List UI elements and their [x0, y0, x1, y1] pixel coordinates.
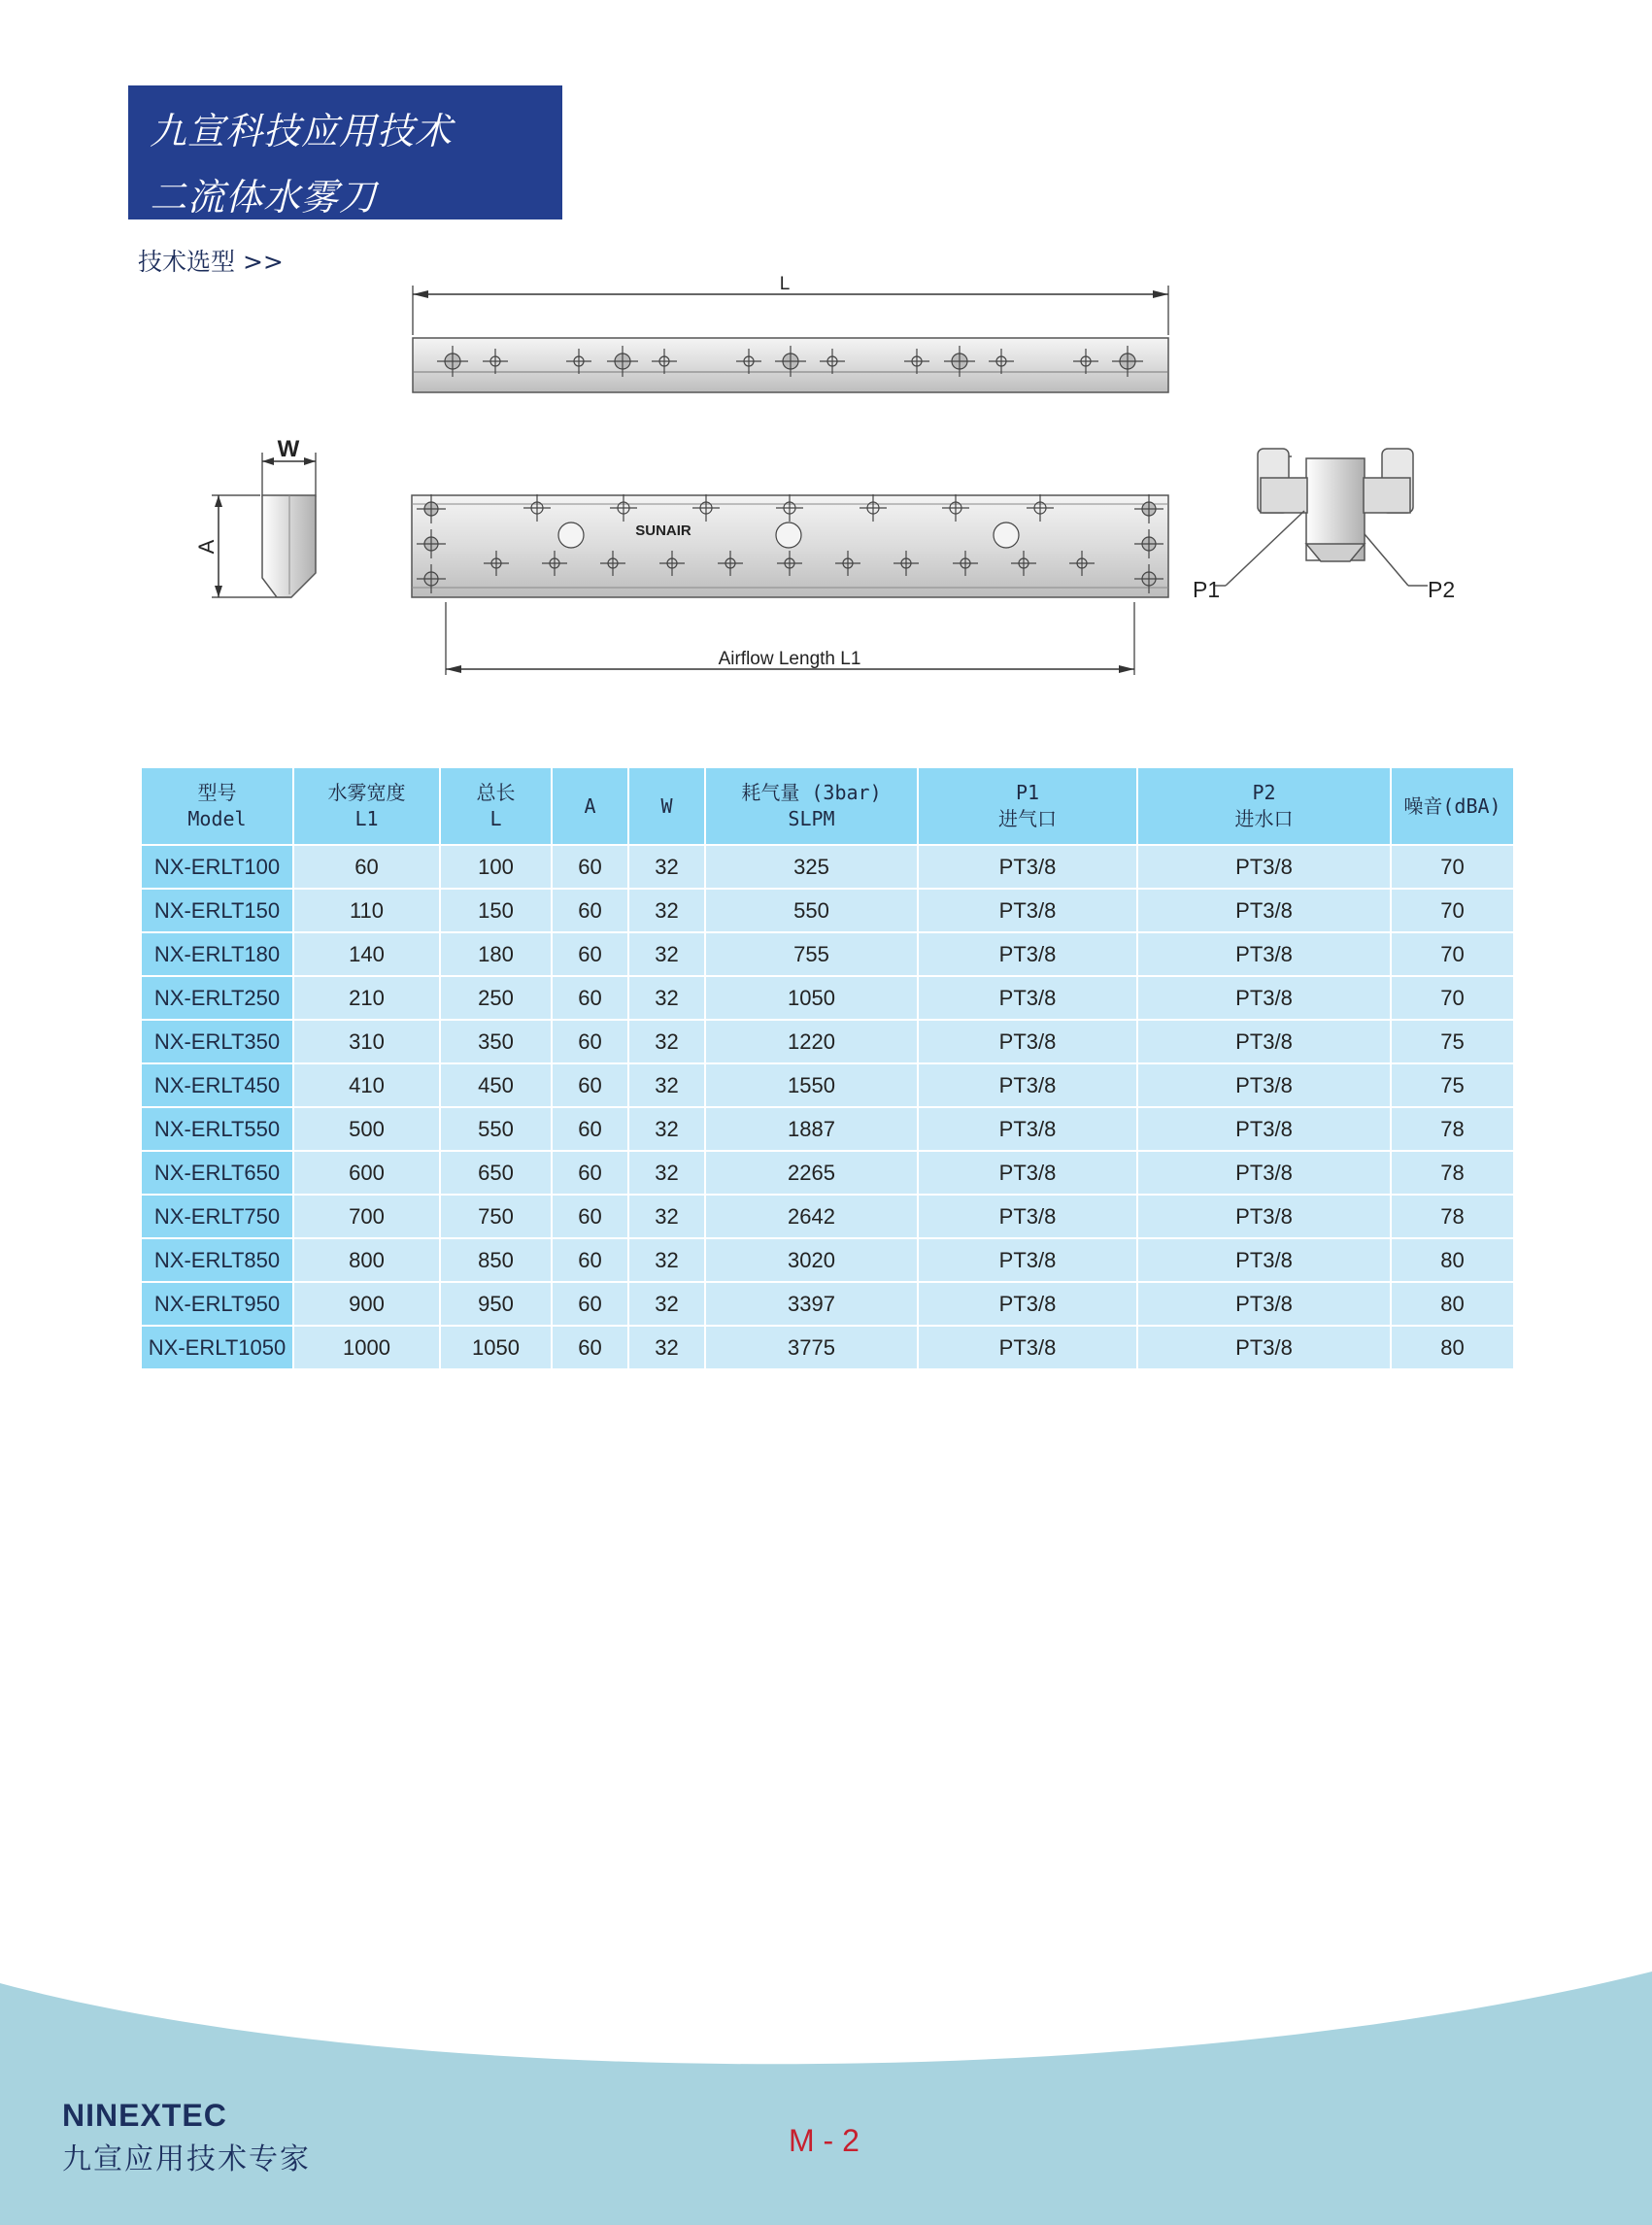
table-cell: 60 [552, 845, 628, 889]
table-row [141, 1238, 1514, 1282]
table-header-cell [552, 767, 628, 845]
table-header-cell [1391, 767, 1514, 845]
header-line-2: 进气口 [998, 807, 1057, 830]
side-view [194, 436, 316, 597]
table-cell: 75 [1391, 1020, 1514, 1063]
table-header-cell [440, 767, 552, 845]
header-line-1: 型号 [197, 781, 237, 804]
model-cell: NX-ERLT750 [141, 1195, 293, 1238]
port-hole [558, 523, 584, 548]
table-cell: 60 [552, 932, 628, 976]
model-cell: NX-ERLT250 [141, 976, 293, 1020]
table-cell: 1550 [705, 1063, 918, 1107]
spec-table-container [140, 766, 1515, 1370]
table-cell: 500 [293, 1107, 440, 1151]
label-airflow: Airflow Length L1 [718, 649, 861, 669]
table-cell: PT3/8 [1137, 889, 1391, 932]
table-cell: 75 [1391, 1063, 1514, 1107]
header-line-1: 噪音(dBA) [1403, 793, 1501, 818]
table-header-cell [141, 767, 293, 845]
table-cell: 1000 [293, 1326, 440, 1369]
header-line-1: W [660, 793, 673, 818]
table-cell: 32 [628, 932, 705, 976]
table-cell: 32 [628, 845, 705, 889]
port-hole [994, 523, 1019, 548]
table-cell: 60 [552, 1238, 628, 1282]
model-cell: NX-ERLT850 [141, 1238, 293, 1282]
table-cell: 140 [293, 932, 440, 976]
table-cell: 32 [628, 1107, 705, 1151]
table-cell: 60 [552, 889, 628, 932]
label-p1: P1 [1193, 577, 1221, 602]
table-cell: 410 [293, 1063, 440, 1107]
table-header-cell [293, 767, 440, 845]
table-cell: PT3/8 [1137, 1151, 1391, 1195]
table-row [141, 889, 1514, 932]
technical-drawing [0, 0, 1652, 699]
table-cell: 60 [552, 1151, 628, 1195]
table-cell: PT3/8 [1137, 932, 1391, 976]
table-cell: 600 [293, 1151, 440, 1195]
table-cell: PT3/8 [918, 845, 1137, 889]
front-view [412, 494, 1168, 597]
table-header-cell [705, 767, 918, 845]
table-cell: 310 [293, 1020, 440, 1063]
table-cell: 80 [1391, 1238, 1514, 1282]
table-cell: 3020 [705, 1238, 918, 1282]
table-cell: 32 [628, 1063, 705, 1107]
table-cell: PT3/8 [1137, 845, 1391, 889]
label-L: L [779, 274, 791, 294]
table-cell: 32 [628, 1326, 705, 1369]
table-cell: PT3/8 [1137, 1195, 1391, 1238]
table-header-cell [628, 767, 705, 845]
table-header-cell [1137, 767, 1391, 845]
table-cell: PT3/8 [1137, 976, 1391, 1020]
table-cell: PT3/8 [918, 932, 1137, 976]
table-row [141, 1063, 1514, 1107]
table-cell: 750 [440, 1195, 552, 1238]
label-p2: P2 [1428, 577, 1456, 602]
header-line-1: P2 [1252, 781, 1276, 804]
header-line-1: P1 [1015, 781, 1040, 804]
header-line-2: L1 [354, 807, 379, 830]
table-cell: 180 [440, 932, 552, 976]
table-cell: 60 [552, 976, 628, 1020]
table-cell: 3775 [705, 1326, 918, 1369]
table-cell: 950 [440, 1282, 552, 1326]
header-line-2: 进水口 [1234, 807, 1294, 830]
table-cell: 80 [1391, 1282, 1514, 1326]
spec-table [140, 766, 1515, 1370]
table-cell: 60 [552, 1282, 628, 1326]
label-A: A [194, 539, 219, 555]
footer-brand: NINEXTEC [62, 2098, 227, 2133]
title-line-2: 二流体水雾刀 [150, 176, 378, 219]
footer-brand-subtitle: 九宣应用技术专家 [62, 2142, 311, 2176]
table-cell: 800 [293, 1238, 440, 1282]
table-cell: 60 [552, 1063, 628, 1107]
table-row [141, 1195, 1514, 1238]
table-cell: 1887 [705, 1107, 918, 1151]
table-cell: 60 [293, 845, 440, 889]
table-row [141, 932, 1514, 976]
table-cell: 32 [628, 889, 705, 932]
table-cell: 450 [440, 1063, 552, 1107]
table-cell: PT3/8 [918, 1282, 1137, 1326]
model-cell: NX-ERLT180 [141, 932, 293, 976]
table-cell: 1220 [705, 1020, 918, 1063]
port-hole [776, 523, 801, 548]
brand-mark: SUNAIR [635, 523, 691, 539]
table-cell: 78 [1391, 1151, 1514, 1195]
table-cell: 70 [1391, 976, 1514, 1020]
table-cell: 650 [440, 1151, 552, 1195]
model-cell: NX-ERLT1050 [141, 1326, 293, 1369]
table-cell: 32 [628, 1151, 705, 1195]
table-cell: 850 [440, 1238, 552, 1282]
table-cell: PT3/8 [918, 1107, 1137, 1151]
table-cell: 60 [552, 1195, 628, 1238]
table-cell: 1050 [705, 976, 918, 1020]
table-cell: 350 [440, 1020, 552, 1063]
table-cell: 70 [1391, 889, 1514, 932]
table-cell: 755 [705, 932, 918, 976]
table-cell: 78 [1391, 1107, 1514, 1151]
section-label: 技术选型 >> [138, 248, 284, 276]
table-cell: PT3/8 [1137, 1238, 1391, 1282]
table-cell: 78 [1391, 1195, 1514, 1238]
table-cell: 3397 [705, 1282, 918, 1326]
table-row [141, 1326, 1514, 1369]
table-cell: 100 [440, 845, 552, 889]
table-cell: 150 [440, 889, 552, 932]
header-line-2: SLPM [788, 807, 835, 830]
table-cell: 900 [293, 1282, 440, 1326]
table-cell: 550 [440, 1107, 552, 1151]
header-line-2: L [489, 807, 502, 830]
table-cell: PT3/8 [918, 1151, 1137, 1195]
dimension-airflow [446, 602, 1134, 675]
table-cell: 700 [293, 1195, 440, 1238]
table-cell: 70 [1391, 845, 1514, 889]
header-line-1: A [584, 793, 596, 818]
page-number: M - 2 [789, 2123, 860, 2158]
dimension-L [413, 274, 1168, 335]
model-cell: NX-ERLT450 [141, 1063, 293, 1107]
table-header [141, 767, 1514, 845]
model-cell: NX-ERLT150 [141, 889, 293, 932]
table-cell: 250 [440, 976, 552, 1020]
table-cell: PT3/8 [1137, 1326, 1391, 1369]
model-cell: NX-ERLT100 [141, 845, 293, 889]
table-cell: 60 [552, 1326, 628, 1369]
top-view [413, 338, 1168, 392]
table-header-row [141, 767, 1514, 845]
table-cell: 2642 [705, 1195, 918, 1238]
table-cell: 32 [628, 1195, 705, 1238]
header-line-1: 耗气量 (3bar) [741, 781, 882, 804]
model-cell: NX-ERLT950 [141, 1282, 293, 1326]
table-cell: 110 [293, 889, 440, 932]
table-cell: 32 [628, 1020, 705, 1063]
table-body [141, 845, 1514, 1369]
table-header-cell [918, 767, 1137, 845]
table-row [141, 845, 1514, 889]
table-row [141, 1282, 1514, 1326]
table-cell: PT3/8 [1137, 1282, 1391, 1326]
table-cell: 60 [552, 1020, 628, 1063]
table-cell: PT3/8 [918, 1326, 1137, 1369]
table-cell: PT3/8 [918, 976, 1137, 1020]
table-row [141, 976, 1514, 1020]
table-row [141, 1020, 1514, 1063]
header-line-1: 总长 [476, 781, 516, 804]
table-cell: 80 [1391, 1326, 1514, 1369]
table-cell: PT3/8 [1137, 1063, 1391, 1107]
table-cell: PT3/8 [918, 1020, 1137, 1063]
table-cell: PT3/8 [918, 1195, 1137, 1238]
table-cell: PT3/8 [1137, 1020, 1391, 1063]
model-cell: NX-ERLT350 [141, 1020, 293, 1063]
model-cell: NX-ERLT650 [141, 1151, 293, 1195]
table-cell: PT3/8 [918, 1238, 1137, 1282]
table-cell: 550 [705, 889, 918, 932]
footer-wave [0, 1972, 1652, 2225]
table-cell: 32 [628, 1238, 705, 1282]
table-cell: 32 [628, 976, 705, 1020]
header-line-1: 水雾宽度 [327, 781, 406, 804]
table-cell: PT3/8 [1137, 1107, 1391, 1151]
title-line-1: 九宣科技应用技术 [150, 110, 454, 152]
label-W: W [277, 436, 300, 462]
fittings-view [1214, 449, 1428, 586]
table-cell: 32 [628, 1282, 705, 1326]
table-row [141, 1151, 1514, 1195]
model-cell: NX-ERLT550 [141, 1107, 293, 1151]
table-cell: 2265 [705, 1151, 918, 1195]
table-cell: 70 [1391, 932, 1514, 976]
header-line-2: Model [187, 807, 247, 830]
table-cell: PT3/8 [918, 1063, 1137, 1107]
table-cell: 1050 [440, 1326, 552, 1369]
table-row [141, 1107, 1514, 1151]
table-cell: 325 [705, 845, 918, 889]
table-cell: 210 [293, 976, 440, 1020]
table-cell: PT3/8 [918, 889, 1137, 932]
table-cell: 60 [552, 1107, 628, 1151]
